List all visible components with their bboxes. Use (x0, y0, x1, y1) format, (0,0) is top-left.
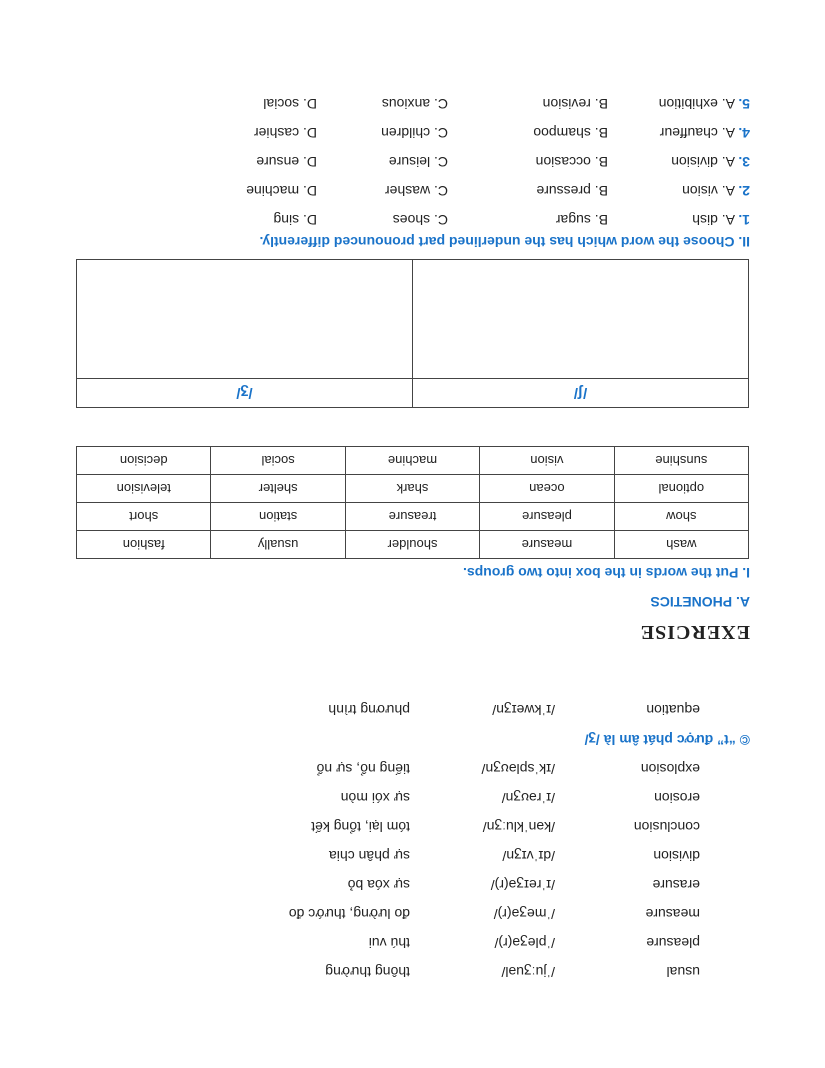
option-d[interactable]: D. social (263, 96, 317, 112)
exercise-1-heading: I. Put the words in the box into two groups. (463, 565, 750, 581)
vocab-row (0, 784, 825, 806)
vocab-ipa: /ɪkˈspləʊʒn/ (481, 761, 555, 777)
word-cell: ocean (480, 475, 614, 503)
word-cell: treasure (345, 503, 479, 531)
vocab-meaning: tóm lại, tổng kết (311, 819, 410, 835)
vocab-word: erosion (654, 790, 700, 806)
word-cell: usually (211, 531, 345, 559)
vocab-word: usual (666, 964, 700, 980)
vocab-ipa: /ˈpleʒə(r)/ (494, 935, 555, 951)
option-a[interactable]: A. dish (692, 212, 735, 228)
option-c[interactable]: C. anxious (381, 96, 448, 112)
vocab-row (0, 900, 825, 922)
option-b[interactable]: B. sugar (555, 212, 608, 228)
option-c[interactable]: C. washer (384, 183, 448, 199)
question-number: 4. (738, 125, 750, 141)
word-cell: wash (614, 531, 748, 559)
vocab-row (0, 813, 825, 835)
question-number: 5. (738, 96, 750, 112)
vocab-meaning: đo lường, thước đo (288, 906, 410, 922)
pronunciation-note: © “t” được phát âm là /ʒ/ (584, 732, 750, 748)
vocab-meaning: sự xói mòn (340, 790, 410, 806)
answer-area-sh[interactable] (413, 260, 749, 379)
vocab-word: pleasure (646, 935, 700, 951)
option-c[interactable]: C. shoes (392, 212, 448, 228)
word-cell: shark (345, 475, 479, 503)
vocab-meaning: tiếng nổ, sự nổ (316, 761, 410, 777)
word-cell: decision (77, 447, 211, 475)
option-b[interactable]: B. revision (542, 96, 608, 112)
word-cell: sunshine (614, 447, 748, 475)
word-cell: machine (345, 447, 479, 475)
vocab-word: measure (645, 906, 700, 922)
option-d[interactable]: D. ensure (256, 154, 317, 170)
vocab-word: conclusion (633, 819, 700, 835)
option-c[interactable]: C. leisure (388, 154, 448, 170)
group-header-zh: /ʒ/ (77, 379, 413, 408)
vocab-ipa: /dɪˈvɪʒn/ (502, 848, 555, 864)
word-cell: shoulder (345, 531, 479, 559)
answer-area-zh[interactable] (77, 260, 413, 379)
vocab-meaning: phương trình (328, 702, 410, 718)
option-c[interactable]: C. children (381, 125, 448, 141)
vocab-ipa: /ɪˈrəʊʒn/ (501, 790, 555, 806)
section-heading-phonetics: A. PHONETICS (650, 594, 750, 610)
question-number: 3. (738, 154, 750, 170)
word-box-table (76, 446, 749, 559)
word-cell: show (614, 503, 748, 531)
vocab-meaning: thông thường (325, 964, 410, 980)
table-row (77, 447, 749, 475)
word-cell: television (77, 475, 211, 503)
question-row (50, 88, 750, 112)
vocab-ipa: /ˈjuːʒuəl/ (501, 964, 555, 980)
vocab-ipa: /kənˈkluːʒn/ (482, 819, 555, 835)
vocab-meaning: thú vui (368, 935, 410, 951)
vocab-ipa: /ɪˈreɪʒə(r)/ (490, 877, 555, 893)
word-cell: short (77, 503, 211, 531)
question-row (50, 175, 750, 199)
vocab-row (0, 958, 825, 980)
option-b[interactable]: B. shampoo (533, 125, 608, 141)
word-cell: pleasure (480, 503, 614, 531)
vocab-row (0, 871, 825, 893)
vocab-word: explosion (640, 761, 700, 777)
exercise-title: EXERCISE (639, 621, 750, 643)
word-cell: optional (614, 475, 748, 503)
vocab-word: division (653, 848, 700, 864)
word-cell: shelter (211, 475, 345, 503)
vocab-row (0, 755, 825, 777)
option-a[interactable]: A. division (671, 154, 735, 170)
question-row (50, 146, 750, 170)
group-header-sh: /ʃ/ (413, 379, 749, 408)
word-cell: vision (480, 447, 614, 475)
vocab-ipa: /ˈmeʒə(r)/ (493, 906, 555, 922)
word-cell: measure (480, 531, 614, 559)
question-number: 2. (738, 183, 750, 199)
option-d[interactable]: D. machine (246, 183, 317, 199)
option-b[interactable]: B. pressure (536, 183, 608, 199)
option-b[interactable]: B. occasion (535, 154, 608, 170)
sound-groups-table (76, 259, 749, 408)
option-a[interactable]: A. exhibition (658, 96, 735, 112)
table-row (77, 531, 749, 559)
question-row (50, 117, 750, 141)
vocab-ipa: /ɪˈkweɪʒn/ (492, 702, 555, 718)
word-cell: station (211, 503, 345, 531)
table-row (77, 379, 749, 408)
table-row (77, 475, 749, 503)
vocab-row (0, 929, 825, 951)
word-cell: social (211, 447, 345, 475)
vocab-word: equation (646, 702, 700, 718)
option-d[interactable]: D. cashier (253, 125, 317, 141)
vocab-meaning: sự xóa bỏ (347, 877, 410, 893)
question-row (50, 204, 750, 228)
question-number: 1. (738, 212, 750, 228)
table-row (77, 503, 749, 531)
vocab-row (0, 842, 825, 864)
exercise-2-heading: II. Choose the word which has the underlined part pronounced differently. (259, 234, 750, 250)
table-row (77, 260, 749, 379)
option-a[interactable]: A. vision (682, 183, 735, 199)
vocab-meaning: sự phân chia (329, 848, 410, 864)
word-cell: fashion (77, 531, 211, 559)
vocab-row (0, 696, 825, 718)
option-d[interactable]: D. sing (273, 212, 317, 228)
option-a[interactable]: A. chauffeur (659, 125, 735, 141)
vocab-word: erasure (652, 877, 700, 893)
